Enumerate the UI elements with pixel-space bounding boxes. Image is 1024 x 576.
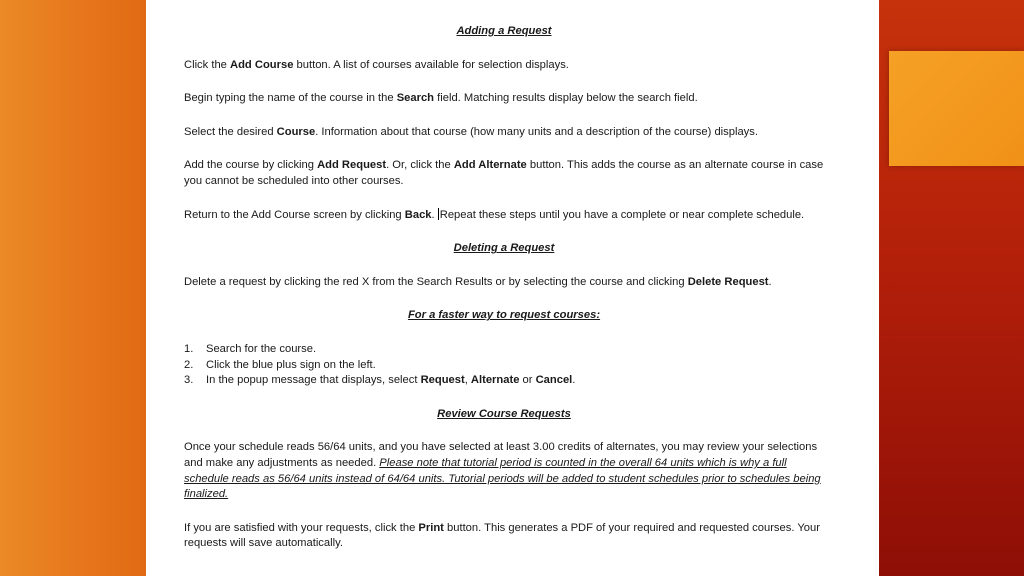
- paragraph-search-field: Begin typing the name of the course in the Search field. Matching results display below the search field.: [184, 92, 698, 105]
- heading-adding-request: Adding a Request: [456, 25, 552, 37]
- accent-square: [889, 51, 1024, 166]
- list-item: 3. In the popup message that displays, select Request, Alternate or Cancel.: [184, 374, 576, 387]
- left-decorative-bar: [0, 0, 146, 576]
- paragraph-return-back: Return to the Add Course screen by clicking Back. Repeat these steps until you have a complete or near complete schedule.: [184, 208, 805, 221]
- steps-list: [184, 342, 824, 389]
- paragraph-review: Once your schedule reads 56/64 units, and you have selected at least 3.00 credits of alternates, you may review your selections and make any adjustments as needed. Please note that tutorial period is counted in the overall 64 units which is why a full schedule reads as 56/64 units instead of 64/64 units. Tutorial periods will be added to student schedules prior to schedules being finalized.: [184, 441, 821, 501]
- document-content: [184, 24, 824, 570]
- list-item: 2. Click the blue plus sign on the left.: [184, 358, 376, 371]
- paragraph-print: If you are satisfied with your requests, click the Print button. This generates a PDF of your required and requested courses. Your requests will save automatically.: [184, 521, 820, 550]
- text-cursor: [438, 208, 439, 220]
- paragraph-delete-request: Delete a request by clicking the red X from the Search Results or by selecting the course and clicking Delete Request.: [184, 275, 772, 288]
- document-page: [146, 0, 879, 576]
- heading-faster-way: For a faster way to request courses:: [407, 309, 601, 322]
- list-item: 1. Search for the course.: [184, 342, 317, 355]
- heading-review-requests: Review Course Requests: [437, 407, 571, 420]
- paragraph-select-course: Select the desired Course. Information about that course (how many units and a description of the course) displays.: [184, 125, 758, 138]
- tutorial-note: Please note that tutorial period is counted in the overall 64 units which is why a full schedule reads as 56/64 units instead of 64/64 units. Tutorial periods will be added to student schedules prior to schedules being finalized.: [184, 456, 821, 501]
- heading-deleting-request: Deleting a Request: [453, 242, 555, 255]
- paragraph-add-request: Add the course by clicking Add Request. Or, click the Add Alternate button. This adds the course as an alternate course in case you cannot be scheduled into other courses.: [184, 159, 824, 187]
- paragraph-add-course: Click the Add Course button. A list of courses available for selection displays.: [184, 58, 569, 71]
